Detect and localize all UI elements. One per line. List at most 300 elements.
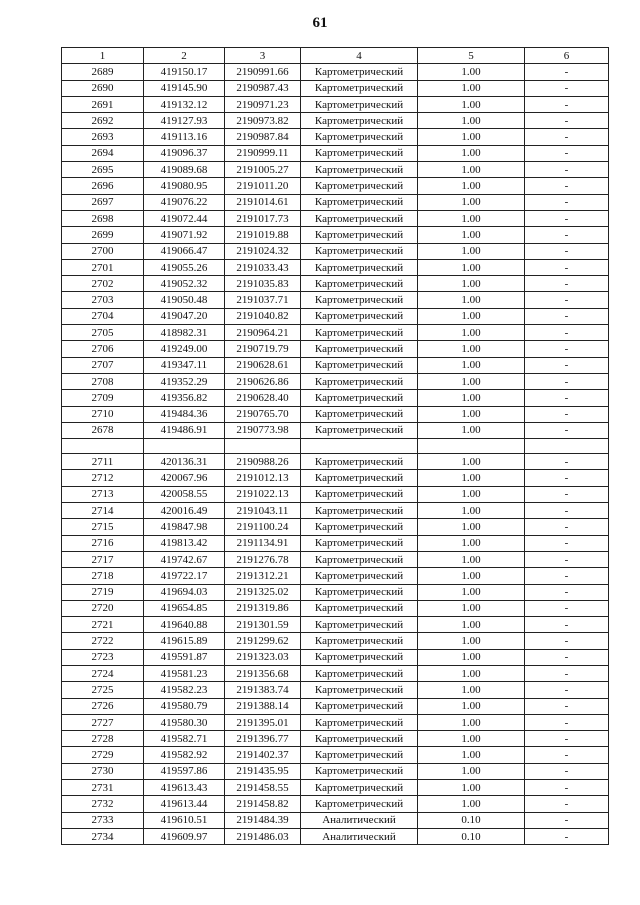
table-cell: 1.00 (418, 80, 525, 96)
table-cell: 2191134.91 (225, 535, 301, 551)
table-cell: 1.00 (418, 584, 525, 600)
table-cell: Картометрический (301, 698, 418, 714)
table-cell: Картометрический (301, 731, 418, 747)
table-cell: 418982.31 (144, 325, 225, 341)
table-cell: 419047.20 (144, 308, 225, 324)
table-cell: 1.00 (418, 682, 525, 698)
table-row (62, 357, 609, 373)
table-cell: 1.00 (418, 406, 525, 422)
table-cell: 1.00 (418, 763, 525, 779)
table-cell: - (525, 454, 609, 470)
table-cell: Картометрический (301, 227, 418, 243)
table-cell: 2711 (62, 454, 144, 470)
table-cell: - (525, 731, 609, 747)
table-cell: - (525, 259, 609, 275)
table-cell: 1.00 (418, 698, 525, 714)
table-cell: 2190628.61 (225, 357, 301, 373)
table-cell: Картометрический (301, 584, 418, 600)
table-cell: Картометрический (301, 454, 418, 470)
table-cell: 1.00 (418, 145, 525, 161)
table-cell: 419486.91 (144, 422, 225, 438)
table-row (62, 373, 609, 389)
empty-cell (144, 439, 225, 454)
table-cell: - (525, 503, 609, 519)
table-cell: 2191312.21 (225, 568, 301, 584)
table-cell: Картометрический (301, 747, 418, 763)
table-cell: 1.00 (418, 747, 525, 763)
table-row (62, 519, 609, 535)
table-row (62, 341, 609, 357)
table-cell: 2191040.82 (225, 308, 301, 324)
table-cell: 419249.00 (144, 341, 225, 357)
table-cell: 2722 (62, 633, 144, 649)
table-row (62, 422, 609, 438)
table-cell: Картометрический (301, 390, 418, 406)
table-cell: Картометрический (301, 780, 418, 796)
table-cell: Картометрический (301, 80, 418, 96)
table-cell: 2190964.21 (225, 325, 301, 341)
table-cell: 2191033.43 (225, 259, 301, 275)
table-cell: 2678 (62, 422, 144, 438)
table-cell: 2191019.88 (225, 227, 301, 243)
table-cell: - (525, 747, 609, 763)
table-cell: 1.00 (418, 665, 525, 681)
table-cell: 2693 (62, 129, 144, 145)
table-cell: 2191395.01 (225, 714, 301, 730)
empty-cell (525, 439, 609, 454)
table-cell: Картометрический (301, 357, 418, 373)
table-cell: Картометрический (301, 210, 418, 226)
table-cell: 2691 (62, 96, 144, 112)
table-cell: Картометрический (301, 617, 418, 633)
table-cell: 2708 (62, 373, 144, 389)
table-cell: 419654.85 (144, 600, 225, 616)
table-cell: 1.00 (418, 341, 525, 357)
table-cell: 2721 (62, 617, 144, 633)
table-cell: 2191323.03 (225, 649, 301, 665)
table-cell: 419113.16 (144, 129, 225, 145)
table-cell: 2713 (62, 486, 144, 502)
table-cell: 1.00 (418, 129, 525, 145)
table-cell: 1.00 (418, 454, 525, 470)
table-row (62, 731, 609, 747)
table-cell: Картометрический (301, 292, 418, 308)
table-cell: 1.00 (418, 551, 525, 567)
table-cell: 419582.71 (144, 731, 225, 747)
table-row (62, 325, 609, 341)
page-number: 61 (312, 15, 328, 31)
table-cell: 1.00 (418, 227, 525, 243)
table-row (62, 80, 609, 96)
table-cell: 419071.92 (144, 227, 225, 243)
table-cell: 2729 (62, 747, 144, 763)
table-cell: 419347.11 (144, 357, 225, 373)
table-row (62, 210, 609, 226)
table-cell: 419613.44 (144, 796, 225, 812)
table-cell: - (525, 828, 609, 844)
table-cell: 2191319.86 (225, 600, 301, 616)
table-cell: - (525, 80, 609, 96)
table-row (62, 129, 609, 145)
table-cell: 2190999.11 (225, 145, 301, 161)
table-cell: 2728 (62, 731, 144, 747)
table-cell: - (525, 714, 609, 730)
table-cell: - (525, 162, 609, 178)
table-cell: Картометрический (301, 194, 418, 210)
table-cell: 419484.36 (144, 406, 225, 422)
table-cell: - (525, 194, 609, 210)
table-cell: 2689 (62, 64, 144, 80)
table-row (62, 503, 609, 519)
table-cell: Картометрический (301, 600, 418, 616)
table-cell: 419145.90 (144, 80, 225, 96)
table-cell: Картометрический (301, 665, 418, 681)
table-cell: 419582.92 (144, 747, 225, 763)
table-cell: Картометрический (301, 568, 418, 584)
table-row (62, 194, 609, 210)
table-row (62, 454, 609, 470)
table-cell: 2191458.82 (225, 796, 301, 812)
table-cell: 2701 (62, 259, 144, 275)
table-cell: - (525, 227, 609, 243)
table-row (62, 227, 609, 243)
table-row (62, 390, 609, 406)
table-cell: Картометрический (301, 763, 418, 779)
table-cell: Картометрический (301, 243, 418, 259)
table-cell: 1.00 (418, 796, 525, 812)
table-cell: - (525, 64, 609, 80)
table-cell: 419582.23 (144, 682, 225, 698)
table-cell: 419080.95 (144, 178, 225, 194)
table-cell: 1.00 (418, 210, 525, 226)
column-header: 4 (301, 48, 418, 64)
table-cell: - (525, 617, 609, 633)
table-cell: 419580.30 (144, 714, 225, 730)
table-cell: 2726 (62, 698, 144, 714)
table-cell: 2723 (62, 649, 144, 665)
table-cell: Картометрический (301, 178, 418, 194)
table-cell: 1.00 (418, 178, 525, 194)
table-cell: 2190628.40 (225, 390, 301, 406)
table-cell: 2699 (62, 227, 144, 243)
table-cell: 2191037.71 (225, 292, 301, 308)
table-cell: 1.00 (418, 600, 525, 616)
table-cell: 2727 (62, 714, 144, 730)
table-cell: 2695 (62, 162, 144, 178)
table-cell: - (525, 519, 609, 535)
table-cell: 2191012.13 (225, 470, 301, 486)
table-cell: 2191035.83 (225, 276, 301, 292)
table-row (62, 243, 609, 259)
table-cell: - (525, 633, 609, 649)
table-cell: - (525, 341, 609, 357)
table-cell: 2191299.62 (225, 633, 301, 649)
table-cell: Картометрический (301, 129, 418, 145)
table-cell: 2703 (62, 292, 144, 308)
table-cell: 419609.97 (144, 828, 225, 844)
table-cell: 419089.68 (144, 162, 225, 178)
table-cell: - (525, 796, 609, 812)
table-row (62, 665, 609, 681)
table-cell: - (525, 551, 609, 567)
table-cell: 419580.79 (144, 698, 225, 714)
table-row (62, 763, 609, 779)
table-cell: 2714 (62, 503, 144, 519)
table-cell: Картометрический (301, 714, 418, 730)
table-cell: - (525, 292, 609, 308)
table-cell: Картометрический (301, 162, 418, 178)
table-row (62, 828, 609, 844)
table-cell: 2191383.74 (225, 682, 301, 698)
table-cell: 419096.37 (144, 145, 225, 161)
table-cell: 2191005.27 (225, 162, 301, 178)
table-row (62, 406, 609, 422)
table-cell: 2190719.79 (225, 341, 301, 357)
table-cell: 1.00 (418, 259, 525, 275)
table-cell: 2697 (62, 194, 144, 210)
table-cell: 1.00 (418, 162, 525, 178)
table-cell: - (525, 276, 609, 292)
table-cell: 1.00 (418, 113, 525, 129)
table-cell: 1.00 (418, 276, 525, 292)
table-cell: 2190973.82 (225, 113, 301, 129)
table-cell: 1.00 (418, 292, 525, 308)
table-cell: 2191402.37 (225, 747, 301, 763)
table-cell: 419072.44 (144, 210, 225, 226)
table-cell: - (525, 665, 609, 681)
table-cell: 1.00 (418, 194, 525, 210)
table-cell: 1.00 (418, 617, 525, 633)
table-cell: 420016.49 (144, 503, 225, 519)
table-cell: - (525, 600, 609, 616)
table-cell: 2732 (62, 796, 144, 812)
table-cell: 2190987.84 (225, 129, 301, 145)
table-cell: 1.00 (418, 780, 525, 796)
table-cell: 2704 (62, 308, 144, 324)
table-cell: - (525, 780, 609, 796)
table-cell: - (525, 649, 609, 665)
table-cell: 2696 (62, 178, 144, 194)
table-cell: 2191458.55 (225, 780, 301, 796)
table-cell: 419847.98 (144, 519, 225, 535)
table-cell: 1.00 (418, 308, 525, 324)
table-cell: 1.00 (418, 357, 525, 373)
table-cell: 1.00 (418, 535, 525, 551)
empty-cell (418, 439, 525, 454)
empty-cell (62, 439, 144, 454)
table-cell: 2191435.95 (225, 763, 301, 779)
table-cell: 419352.29 (144, 373, 225, 389)
table-cell: 2720 (62, 600, 144, 616)
table-cell: 2190971.23 (225, 96, 301, 112)
table-row (62, 714, 609, 730)
table-cell: Картометрический (301, 145, 418, 161)
table-cell: 2190765.70 (225, 406, 301, 422)
table-cell: 1.00 (418, 64, 525, 80)
table-cell: Картометрический (301, 519, 418, 535)
table-row (62, 812, 609, 828)
table-cell: 419076.22 (144, 194, 225, 210)
table-cell: 2190773.98 (225, 422, 301, 438)
table-cell: 420067.96 (144, 470, 225, 486)
column-header: 6 (525, 48, 609, 64)
table-cell: 1.00 (418, 519, 525, 535)
empty-cell (301, 439, 418, 454)
table-row (62, 259, 609, 275)
table-cell: 419694.03 (144, 584, 225, 600)
table-row (62, 682, 609, 698)
table-cell: 2707 (62, 357, 144, 373)
table-cell: 2717 (62, 551, 144, 567)
table-cell: 2724 (62, 665, 144, 681)
table-cell: - (525, 113, 609, 129)
table-cell: 0.10 (418, 828, 525, 844)
table-cell: 2731 (62, 780, 144, 796)
table-cell: - (525, 178, 609, 194)
table-cell: 419813.42 (144, 535, 225, 551)
table-cell: 2712 (62, 470, 144, 486)
table-row (62, 162, 609, 178)
table-cell: 420058.55 (144, 486, 225, 502)
table-row (62, 617, 609, 633)
table-cell: 2730 (62, 763, 144, 779)
table-cell: - (525, 682, 609, 698)
table-cell: 2734 (62, 828, 144, 844)
table-cell: 1.00 (418, 470, 525, 486)
table-cell: 2191301.59 (225, 617, 301, 633)
table-row (62, 568, 609, 584)
table-cell: 2190626.86 (225, 373, 301, 389)
table-cell: 1.00 (418, 486, 525, 502)
table-cell: 2190988.26 (225, 454, 301, 470)
table-cell: 2191486.03 (225, 828, 301, 844)
table-cell: 2719 (62, 584, 144, 600)
table-cell: - (525, 145, 609, 161)
table-cell: Картометрический (301, 633, 418, 649)
table-cell: Картометрический (301, 406, 418, 422)
table-cell: Картометрический (301, 796, 418, 812)
header-row (62, 48, 609, 64)
table-cell: Картометрический (301, 422, 418, 438)
table-cell: - (525, 210, 609, 226)
table-cell: Картометрический (301, 649, 418, 665)
table-row (62, 470, 609, 486)
table-cell: Картометрический (301, 259, 418, 275)
table-row (62, 551, 609, 567)
group-separator-row (62, 439, 609, 454)
table-cell: 1.00 (418, 243, 525, 259)
table-row (62, 276, 609, 292)
table-row (62, 64, 609, 80)
table-row (62, 584, 609, 600)
table-cell: 2709 (62, 390, 144, 406)
table-cell: Картометрический (301, 486, 418, 502)
table-cell: 2710 (62, 406, 144, 422)
table-cell: 2716 (62, 535, 144, 551)
table-cell: 1.00 (418, 325, 525, 341)
table-cell: 1.00 (418, 633, 525, 649)
table-cell: 0.10 (418, 812, 525, 828)
table-row (62, 145, 609, 161)
table-row (62, 698, 609, 714)
table-cell: 1.00 (418, 714, 525, 730)
table-cell: 2191011.20 (225, 178, 301, 194)
table-cell: 419581.23 (144, 665, 225, 681)
table-cell: - (525, 129, 609, 145)
table-cell: 419055.26 (144, 259, 225, 275)
table-cell: - (525, 243, 609, 259)
table-cell: - (525, 422, 609, 438)
column-header: 5 (418, 48, 525, 64)
table-cell: Картометрический (301, 325, 418, 341)
table-cell: 419050.48 (144, 292, 225, 308)
table-cell: 2191325.02 (225, 584, 301, 600)
table-cell: 1.00 (418, 96, 525, 112)
table-cell: 2718 (62, 568, 144, 584)
table-cell: 2690 (62, 80, 144, 96)
table-cell: 2191484.39 (225, 812, 301, 828)
table-cell: Картометрический (301, 551, 418, 567)
table-row (62, 796, 609, 812)
table-cell: 420136.31 (144, 454, 225, 470)
table-row (62, 96, 609, 112)
table-cell: Картометрический (301, 535, 418, 551)
table-cell: Картометрический (301, 308, 418, 324)
table-cell: 419591.87 (144, 649, 225, 665)
table-cell: 419742.67 (144, 551, 225, 567)
table-cell: - (525, 373, 609, 389)
table-row (62, 292, 609, 308)
table-cell: 2191014.61 (225, 194, 301, 210)
table-cell: - (525, 325, 609, 341)
table-row (62, 649, 609, 665)
table-cell: 2702 (62, 276, 144, 292)
coordinates-table (61, 47, 609, 845)
table-cell: 2191388.14 (225, 698, 301, 714)
table-body (62, 64, 609, 845)
table-cell: 2191100.24 (225, 519, 301, 535)
table-cell: - (525, 308, 609, 324)
table-cell: - (525, 535, 609, 551)
table-cell: 2191396.77 (225, 731, 301, 747)
table-cell: Аналитический (301, 828, 418, 844)
table-cell: Картометрический (301, 470, 418, 486)
table-cell: 419597.86 (144, 763, 225, 779)
column-header: 1 (62, 48, 144, 64)
table-row (62, 178, 609, 194)
table-cell: Картометрический (301, 341, 418, 357)
table-cell: 1.00 (418, 731, 525, 747)
table-cell: 1.00 (418, 422, 525, 438)
table-cell: 2692 (62, 113, 144, 129)
table-row (62, 747, 609, 763)
table-cell: Картометрический (301, 276, 418, 292)
table-cell: 2191024.32 (225, 243, 301, 259)
table-cell: 419356.82 (144, 390, 225, 406)
table-cell: - (525, 406, 609, 422)
table-row (62, 308, 609, 324)
table-cell: 1.00 (418, 649, 525, 665)
table-row (62, 780, 609, 796)
table-cell: 419613.43 (144, 780, 225, 796)
table-cell: 2191276.78 (225, 551, 301, 567)
table-cell: 1.00 (418, 503, 525, 519)
table-cell: 2700 (62, 243, 144, 259)
table-cell: - (525, 357, 609, 373)
table-cell: 2191017.73 (225, 210, 301, 226)
table-cell: 2733 (62, 812, 144, 828)
empty-cell (225, 439, 301, 454)
